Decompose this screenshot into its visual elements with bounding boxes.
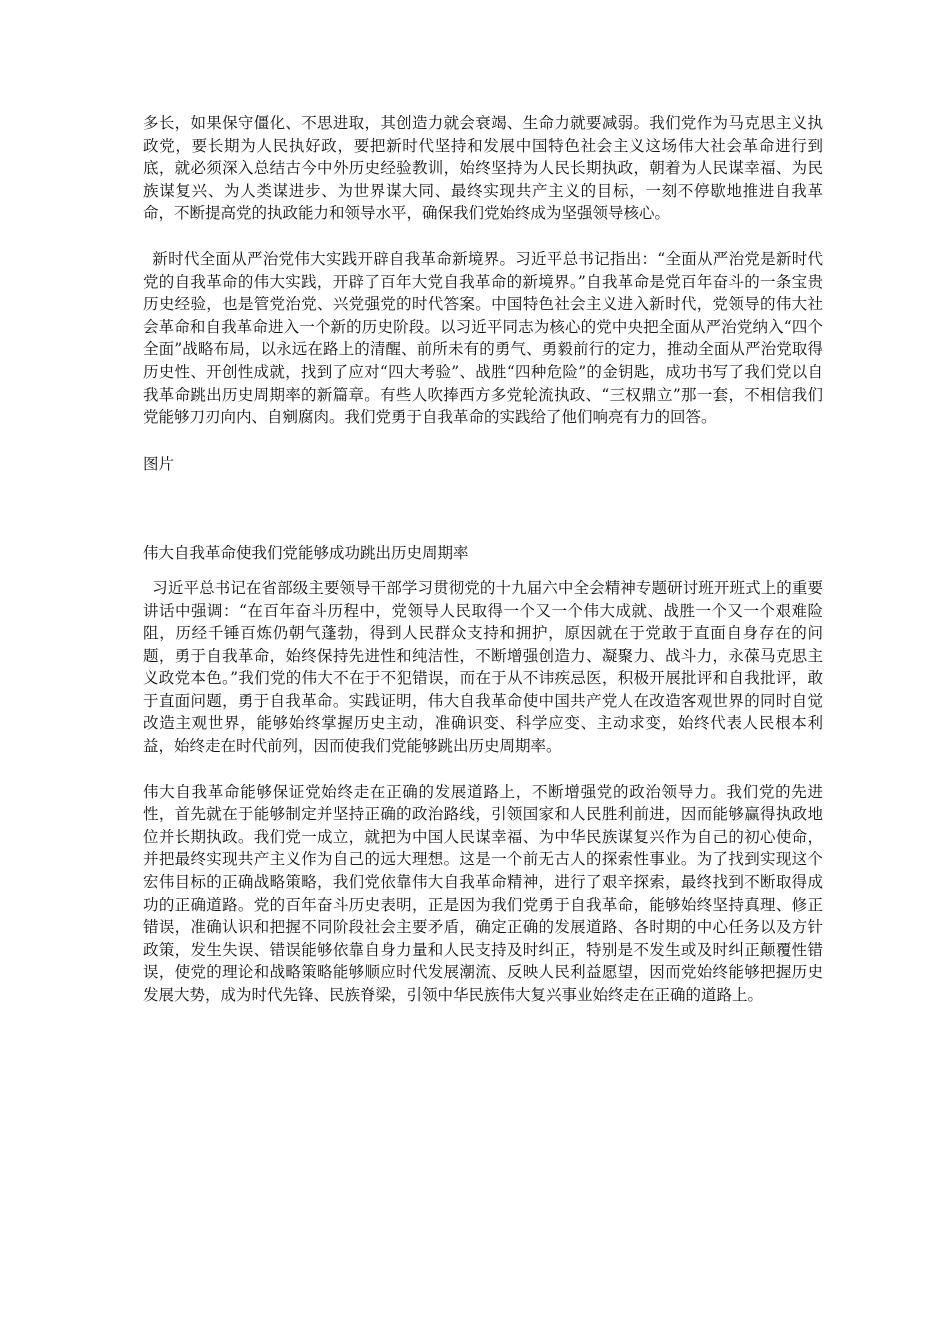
body-paragraph: 多长，如果保守僵化、不思进取，其创造力就会衰竭、生命力就要减弱。我们党作为马克思主义执政党，要长期为人民执好政，要把新时代坚持和发展中国特色社会主义这场伟大社会革命进行到底，就必须深入总结古今中外历史经验教训，始终坚持为人民长期执政，朝着为人民谋幸福、为民族谋复兴、为人类谋进步、为世界谋大同、最终实现共产主义的目标，一刻不停歇地推进自我革命，不断提高党的执政能力和领导水平，确保我们党始终成为坚强领导核心。 bbox=[143, 114, 823, 223]
body-paragraph: 习近平总书记在省部级主要领导干部学习贯彻党的十九届六中全会精神专题研讨班开班式上的重要讲话中强调：“在百年奋斗历程中，党领导人民取得一个又一个伟大成就、战胜一个又一个艰难险阻，历经千锤百炼仍朝气蓬勃，得到人民群众支持和拥护，原因就在于党敢于直面自身存在的问题，勇于自我革命，始终保持先进性和纯洁性，不断增强创造力、凝聚力、战斗力，永葆马克思主义政党本色。”我们党的伟大不在于不犯错误，而在于从不讳疾忌医，积极开展批评和自我批评，敢于直面问题，勇于自我革命。实践证明，伟大自我革命使中国共产党人在改造客观世界的同时自觉改造主观世界，能够始终掌握历史主动，准确识变、科学应变、主动求变，始终代表人民根本利益，始终走在时代前列，因而使我们党能够跳出历史周期率。 bbox=[143, 578, 823, 756]
section-heading: 伟大自我革命使我们党能够成功跳出历史周期率 bbox=[143, 544, 469, 563]
body-paragraph: 新时代全面从严治党伟大实践开辟自我革命新境界。习近平总书记指出：“全面从严治党是新时代党的自我革命的伟大实践，开辟了百年大党自我革命的新境界。”自我革命是党百年奋斗的一条宝贵历史经验，也是管党治党、兴党强党的时代答案。中国特色社会主义进入新时代，党领导的伟大社会革命和自我革命进入一个新的历史阶段。以习近平同志为核心的党中央把全面从严治党纳入“四个全面”战略布局，以永远在路上的清醒、前所未有的勇气、勇毅前行的定力，推动全面从严治党取得历史性、开创性成就，找到了应对“四大考验”、战胜“四种危险”的金钥匙，成功书写了我们党以自我革命跳出历史周期率的新篇章。有些人吹捧西方多党轮流执政、“三权鼎立”那一套，不相信我们党能够刀刃向内、自剜腐肉。我们党勇于自我革命的实践给了他们响亮有力的回答。 bbox=[143, 249, 823, 427]
body-paragraph: 伟大自我革命能够保证党始终走在正确的发展道路上，不断增强党的政治领导力。我们党的先进性，首先就在于能够制定并坚持正确的政治路线，引领国家和人民胜利前进，因而能够赢得执政地位并长期执政。我们党一成立，就把为中国人民谋幸福、为中华民族谋复兴作为自己的初心使命，并把最终实现共产主义作为自己的远大理想。这是一个前无古人的探索性事业。为了找到实现这个宏伟目标的正确战略策略，我们党依靠伟大自我革命精神，进行了艰辛探索，最终找到不断取得成功的正确道路。党的百年奋斗历史表明，正是因为我们党勇于自我革命，能够始终坚持真理、修正错误，准确认识和把握不同阶段社会主要矛盾，确定正确的发展道路、各时期的中心任务以及方针政策，发生失误、错误能够依靠自身力量和人民支持及时纠正，特别是不发生或及时纠正颠覆性错误，使党的理论和战略策略能够顺应时代发展潮流、反映人民利益愿望，因而党始终能够把握历史发展大势，成为时代先锋、民族脊梁，引领中华民族伟大复兴事业始终走在正确的道路上。 bbox=[143, 782, 823, 1004]
picture-label: 图片 bbox=[143, 454, 175, 473]
document-page bbox=[143, 112, 823, 1007]
